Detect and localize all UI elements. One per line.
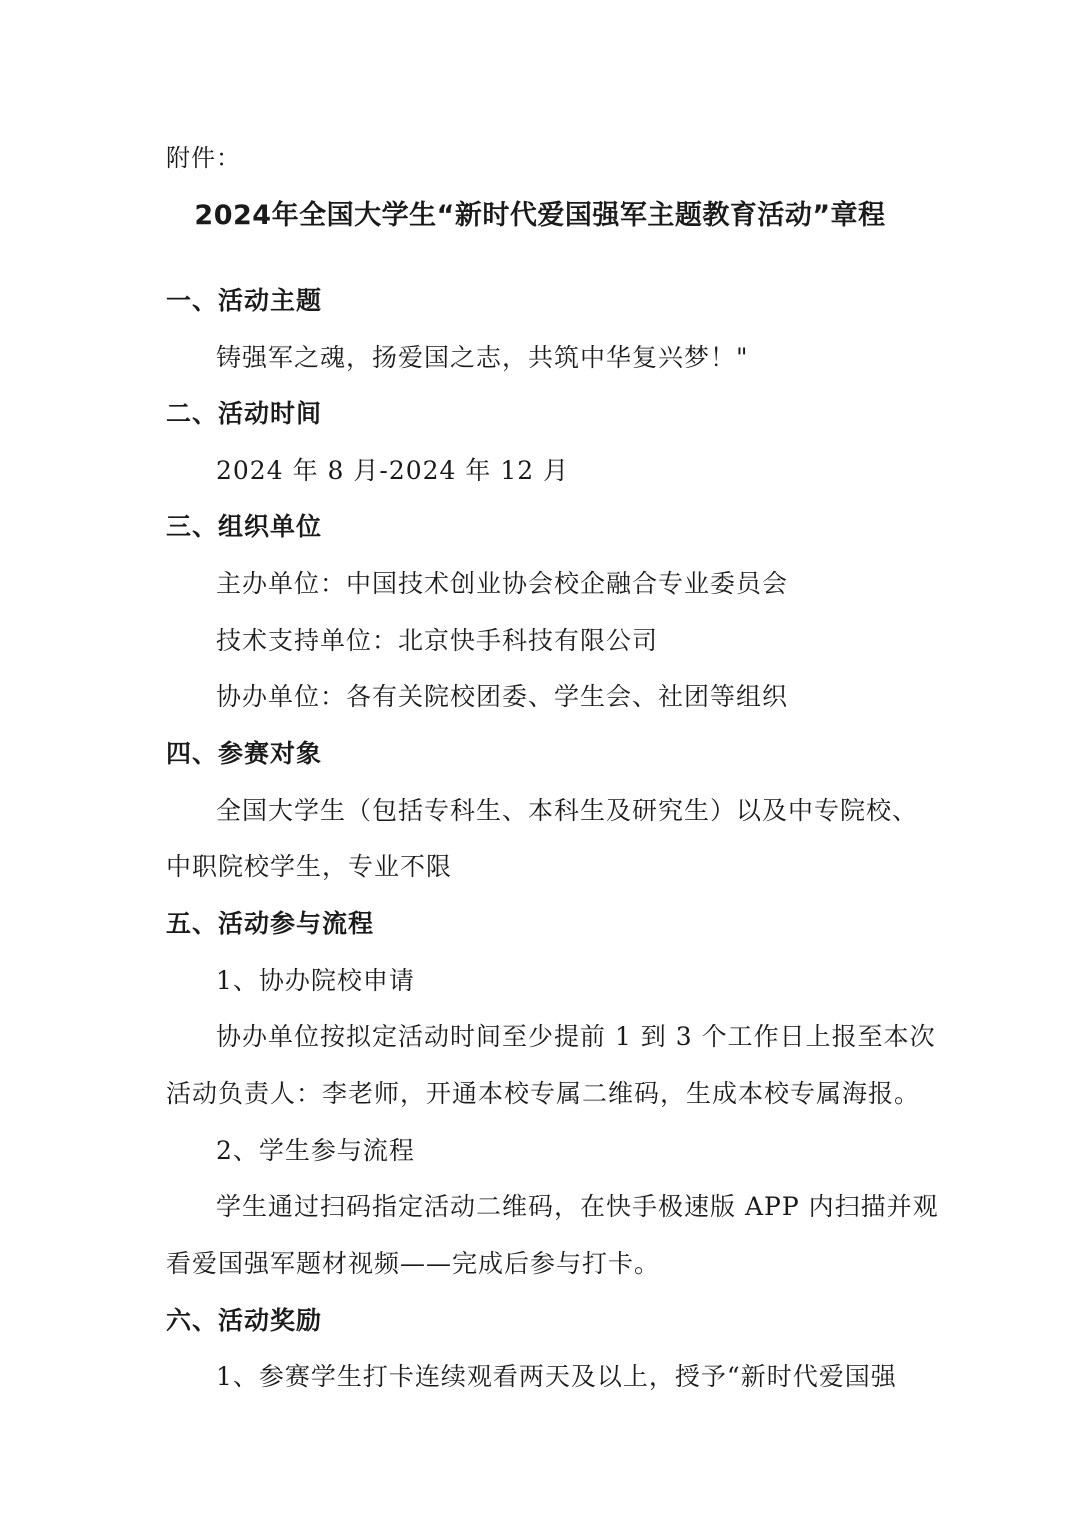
section-text: 学生通过扫码指定活动二维码，在快手极速版 APP 内扫描并观 [216,1192,939,1221]
document-title: 2024年全国大学生“新时代爱国强军主题教育活动”章程 [194,200,886,231]
section-text: 2、学生参与流程 [216,1136,415,1165]
section-text: 活动负责人：李老师，开通本校专属二维码，生成本校专属海报。 [166,1079,921,1108]
section-text: 中职院校学生，专业不限 [166,852,453,881]
section-text: 1、协办院校申请 [216,966,415,995]
section-heading-participants: 四、参赛对象 [166,739,323,768]
section-heading-organizers: 三、组织单位 [166,512,323,541]
section-text: 铸强军之魂，扬爱国之志，共筑中华复兴梦！" [216,343,749,372]
section-text: 2024 年 8 月-2024 年 12 月 [216,456,570,485]
section-text: 主办单位：中国技术创业协会校企融合专业委员会 [216,569,789,598]
section-heading-theme: 一、活动主题 [166,286,323,315]
section-text: 全国大学生（包括专科生、本科生及研究生）以及中专院校、 [216,796,919,825]
section-text: 技术支持单位：北京快手科技有限公司 [216,626,659,655]
attachment-label: 附件： [166,144,241,172]
section-text: 协办单位：各有关院校团委、学生会、社团等组织 [216,682,789,711]
section-heading-process: 五、活动参与流程 [166,909,375,938]
section-text: 协办单位按拟定活动时间至少提前 1 到 3 个工作日上报至本次 [216,1022,936,1051]
section-text: 1、参赛学生打卡连续观看两天及以上，授予“新时代爱国强 [216,1362,897,1391]
section-heading-rewards: 六、活动奖励 [166,1306,323,1335]
section-text: 看爱国强军题材视频——完成后参与打卡。 [166,1249,661,1278]
section-heading-time: 二、活动时间 [166,399,323,428]
